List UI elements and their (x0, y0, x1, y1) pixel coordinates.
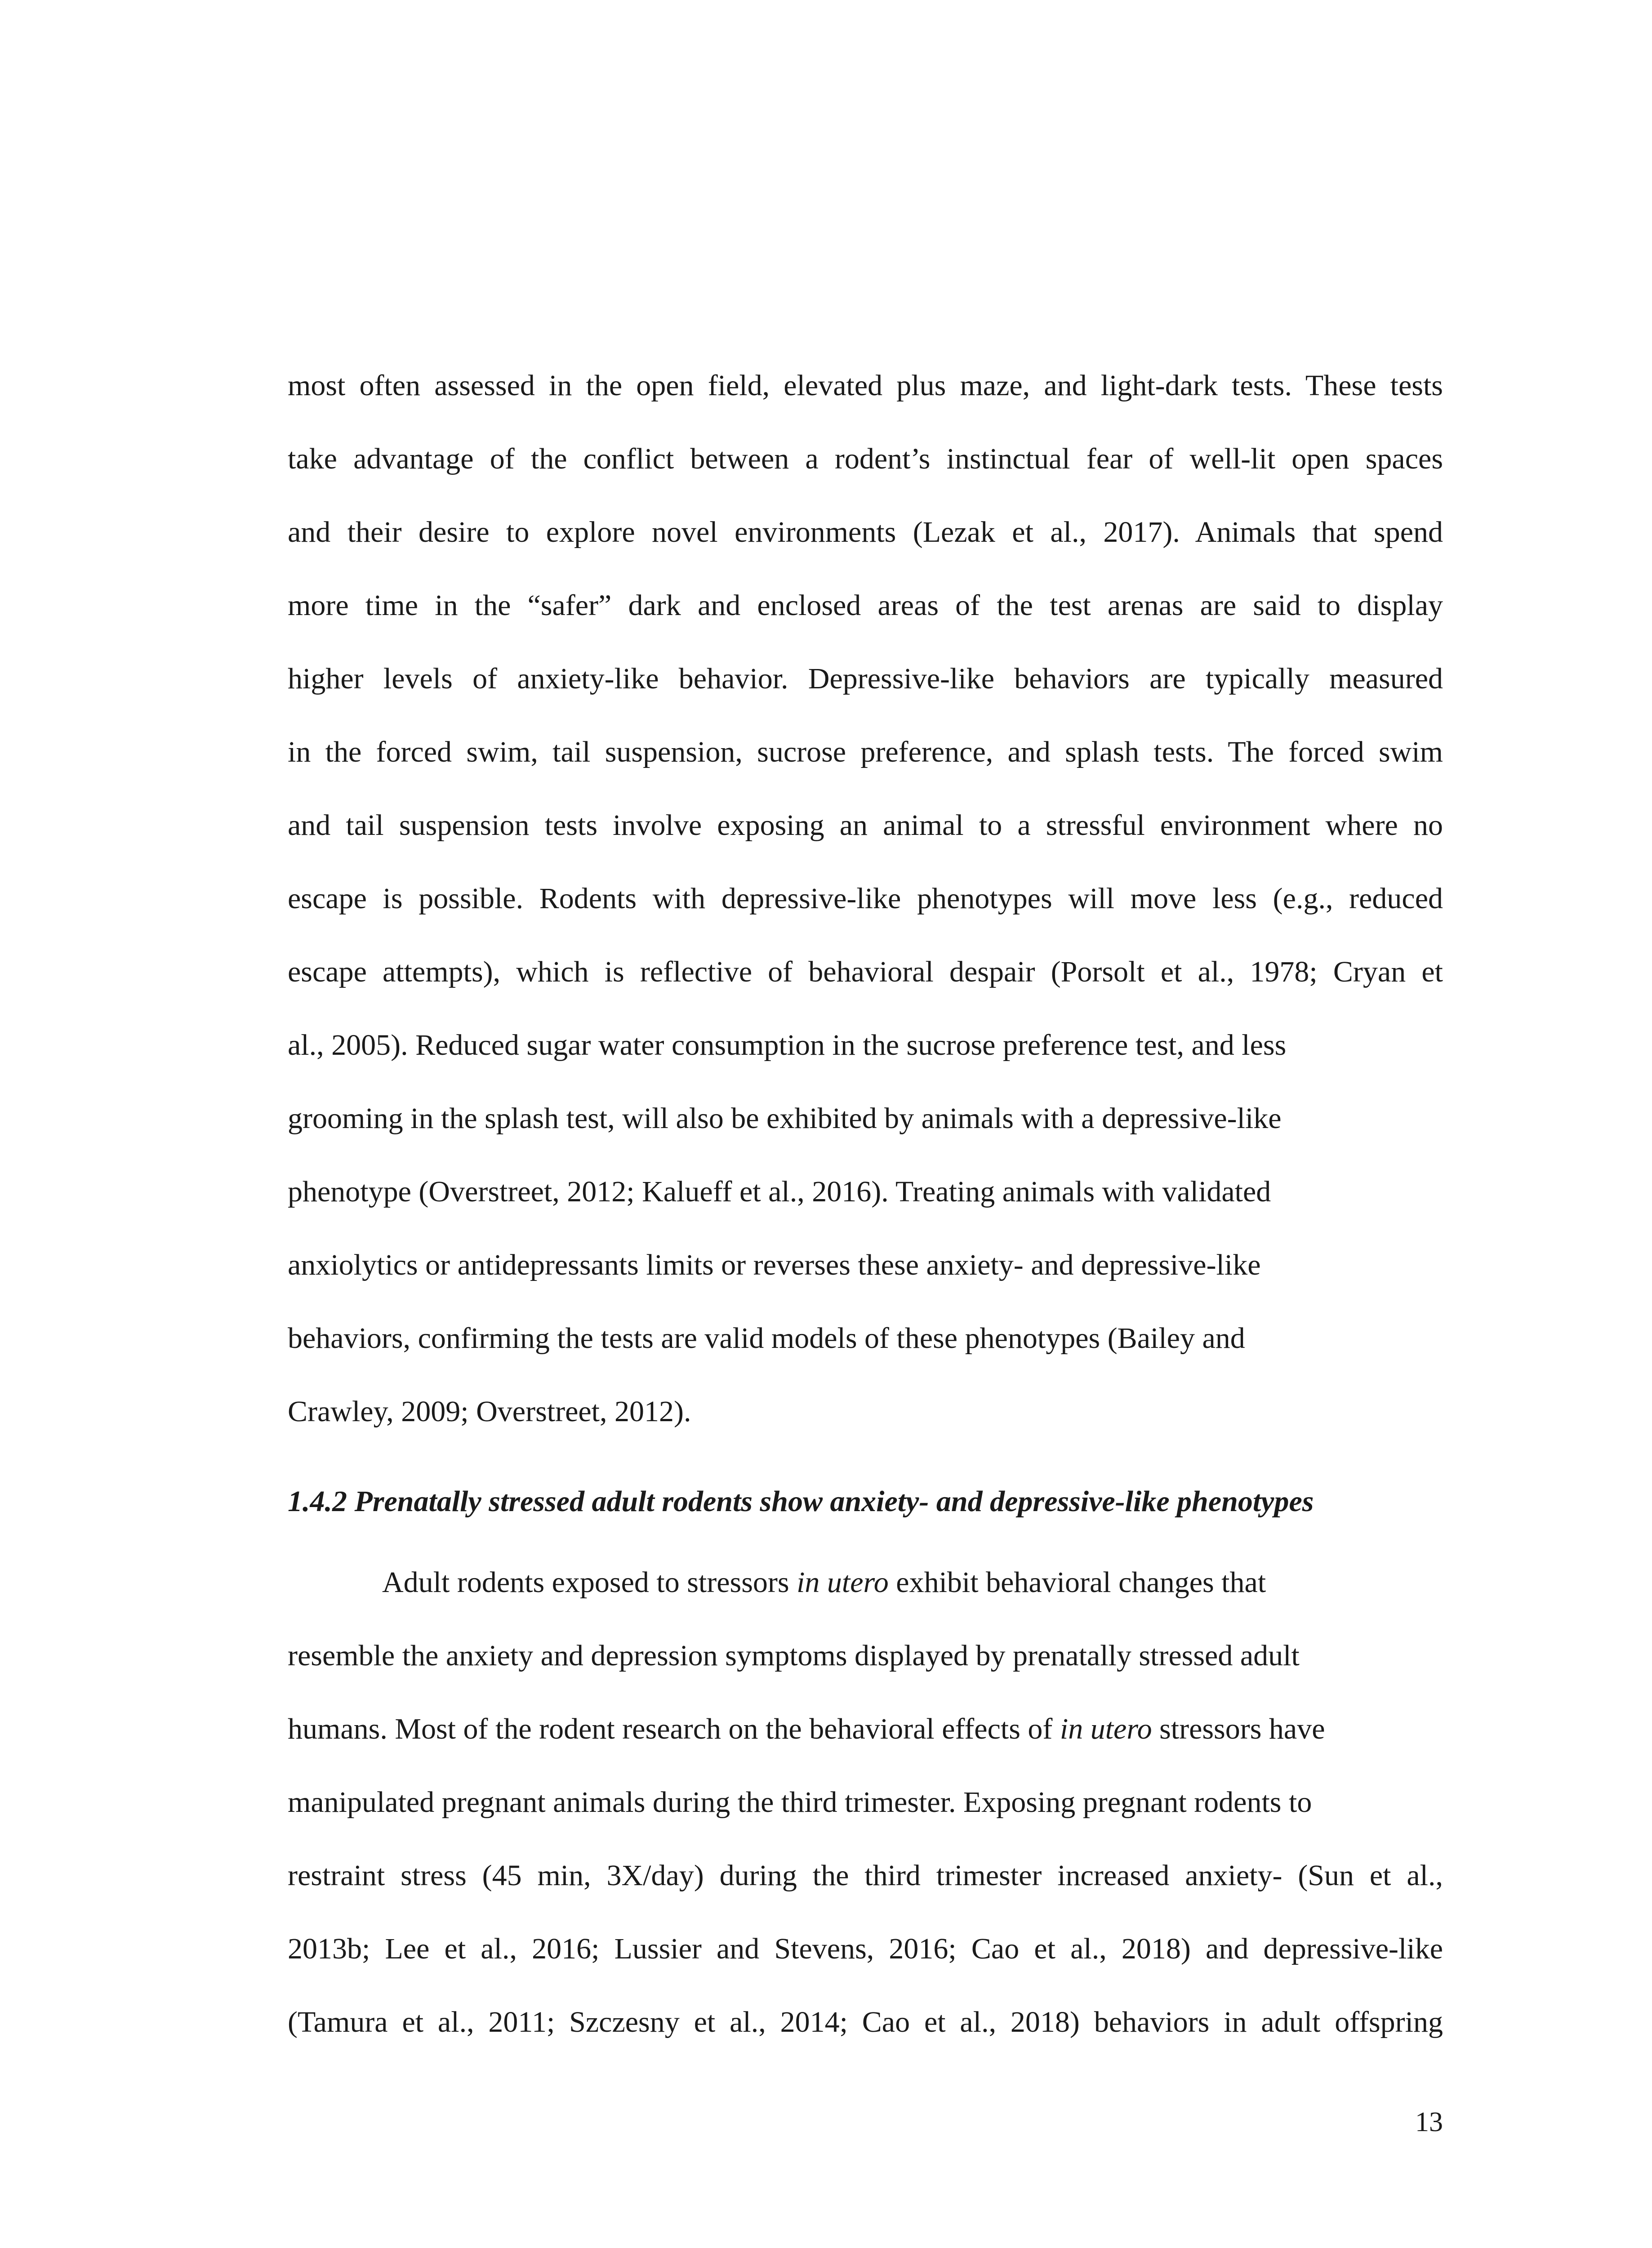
paragraph-1-line-4: more time in the “safer” dark and enclosed areas of the test arenas are said to display (288, 589, 1443, 622)
paragraph-1-line-9: escape attempts), which is reflective of behavioral despair (Porsolt et al., 1978; Cryan et (288, 955, 1443, 988)
paragraph-1-line-14: behaviors, confirming the tests are valid models of these phenotypes (Bailey and (288, 1322, 1245, 1355)
paragraph-1-line-15: Crawley, 2009; Overstreet, 2012). (288, 1395, 691, 1428)
paragraph-2-line-1 (288, 1565, 1443, 1601)
paragraph-1-line-7: and tail suspension tests involve exposing an animal to a stressful environment where no (288, 809, 1443, 842)
paragraph-1-line-6: in the forced swim, tail suspension, sucrose preference, and splash tests. The forced swim (288, 736, 1443, 768)
paragraph-1-line-1: most often assessed in the open field, elevated plus maze, and light-dark tests. These tests (288, 369, 1443, 402)
paragraph-1-line-5: higher levels of anxiety-like behavior. Depressive-like behaviors are typically measured (288, 662, 1443, 695)
text-span: Adult rodents exposed to stressors (382, 1566, 797, 1599)
paragraph-2-line-3 (288, 1711, 1443, 1747)
text-span: stressors have (1152, 1713, 1325, 1745)
text-span: exhibit behavioral changes that (888, 1566, 1266, 1599)
paragraph-1-line-3: and their desire to explore novel environments (Lezak et al., 2017). Animals that spend (288, 516, 1443, 549)
paragraph-1-line-10: al., 2005). Reduced sugar water consumption in the sucrose preference test, and less (288, 1029, 1287, 1062)
paragraph-2-line-2: resemble the anxiety and depression symptoms displayed by prenatally stressed adult (288, 1639, 1300, 1672)
text-span: humans. Most of the rodent research on the behavioral effects of (288, 1713, 1060, 1745)
page-number: 13 (1415, 2107, 1443, 2137)
italic-term: in utero (1060, 1713, 1152, 1745)
paragraph-1-line-12: phenotype (Overstreet, 2012; Kalueff et al., 2016). Treating animals with validated (288, 1175, 1271, 1208)
paragraph-1-line-13: anxiolytics or antidepressants limits or reverses these anxiety- and depressive-like (288, 1249, 1261, 1281)
paragraph-2-line-4: manipulated pregnant animals during the third trimester. Exposing pregnant rodents to (288, 1786, 1312, 1819)
italic-term: in utero (797, 1566, 889, 1599)
paragraph-1-line-2: take advantage of the conflict between a rodent’s instinctual fear of well-lit open spaces (288, 442, 1443, 475)
paragraph-1-line-8: escape is possible. Rodents with depressive-like phenotypes will move less (e.g., reduced (288, 882, 1443, 915)
paragraph-2-line-6: 2013b; Lee et al., 2016; Lussier and Stevens, 2016; Cao et al., 2018) and depressive-like (288, 1932, 1443, 1965)
paragraph-2-line-7: (Tamura et al., 2011; Szczesny et al., 2014; Cao et al., 2018) behaviors in adult offspring (288, 2006, 1443, 2038)
paragraph-1-line-11: grooming in the splash test, will also be exhibited by animals with a depressive-like (288, 1102, 1282, 1135)
section-heading: 1.4.2 Prenatally stressed adult rodents show anxiety- and depressive-like phenotypes (288, 1485, 1314, 1518)
paragraph-2-line-5: restraint stress (45 min, 3X/day) during the third trimester increased anxiety- (Sun et al., (288, 1859, 1443, 1892)
